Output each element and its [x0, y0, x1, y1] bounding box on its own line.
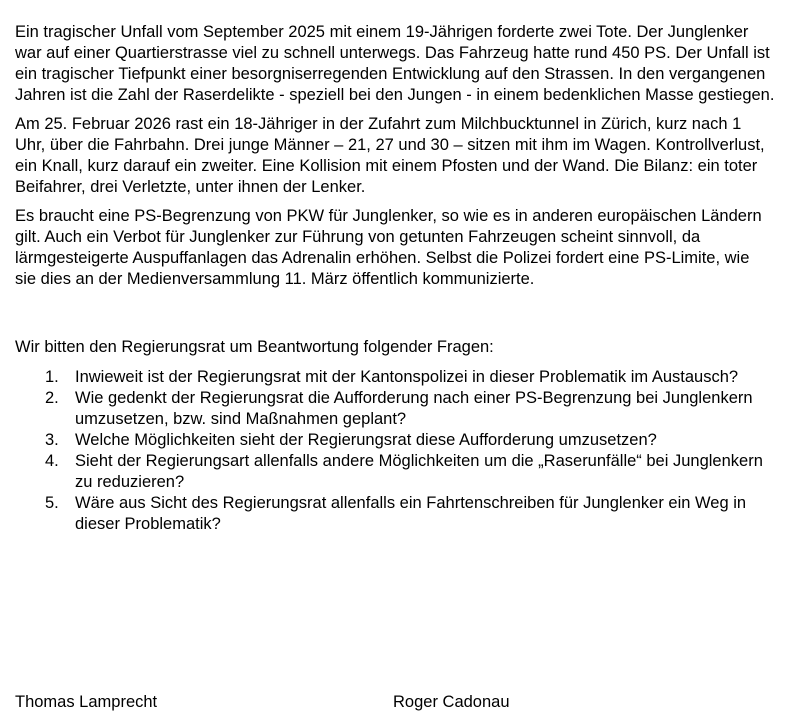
- list-item-text: Sieht der Regierungsart allenfalls andere Möglichkeiten um die „Raserunfälle“ bei Junglenkern zu reduzieren?: [75, 452, 763, 491]
- list-item-number: 1.: [45, 368, 59, 386]
- questions-intro: Wir bitten den Regierungsrat um Beantwortung folgender Fragen:: [15, 338, 494, 356]
- questions-list: [15, 367, 775, 535]
- list-item: [15, 388, 775, 430]
- spacer: [15, 298, 775, 337]
- list-item-text: Inwieweit ist der Regierungsrat mit der Kantonspolizei in dieser Problematik im Austausch?: [75, 368, 739, 386]
- list-item-text: Wäre aus Sicht des Regierungsrat allenfalls ein Fahrtenschreiben für Junglenker ein Weg in dieser Problematik?: [75, 494, 747, 533]
- signature-roger-cadonau: Roger Cadonau: [393, 693, 510, 711]
- paragraph-accident-2026: Am 25. Februar 2026 rast ein 18-Jähriger in der Zufahrt zum Milchbucktunnel in Zürich, kurz nach 1 Uhr, über die Fahrbahn. Drei junge Männer – 21, 27 und 30 – sitzen mit ihm im Wagen. Kontrollverlust, ein Knall, kurz darauf ein zweiter. Eine Kollision mit einem Pfosten und der Wand. Die Bilanz: ein toter Beifahrer, drei Verletzte, unter ihnen der Lenker.: [15, 115, 765, 196]
- list-item-text: Wie gedenkt der Regierungsrat die Aufforderung nach einer PS-Begrenzung bei Junglenkern umzusetzen, bzw. sind Maßnahmen geplant?: [75, 389, 753, 428]
- list-item-text: Welche Möglichkeiten sieht der Regierungsrat diese Aufforderung umzusetzen?: [75, 431, 657, 449]
- list-item: [15, 451, 775, 493]
- list-item-number: 3.: [45, 431, 59, 449]
- signature-block: [15, 692, 775, 714]
- document-body: [15, 22, 775, 535]
- list-item-number: 4.: [45, 452, 59, 470]
- list-item-number: 5.: [45, 494, 59, 512]
- list-item: [15, 367, 775, 388]
- list-item-number: 2.: [45, 389, 59, 407]
- paragraph-accident-2025: Ein tragischer Unfall vom September 2025 mit einem 19-Jährigen forderte zwei Tote. Der Junglenker war auf einer Quartierstrasse viel zu schnell unterwegs. Das Fahrzeug hatte rund 450 PS. Der Unfall ist ein tragischer Tiefpunkt einer besorgniserregenden Entwicklung auf den Strassen. In den vergangenen Jahren ist die Zahl der Raserdelikte - speziell bei den Jungen - in einem bedenklichen Masse gestiegen.: [15, 23, 775, 104]
- paragraph-ps-limit: Es braucht eine PS-Begrenzung von PKW für Junglenker, so wie es in anderen europäischen Ländern gilt. Auch ein Verbot für Junglenker zur Führung von getunten Fahrzeugen scheint sinnvoll, da lärmgesteigerte Auspuffanlagen das Adrenalin erhöhen. Selbst die Polizei fordert eine PS-Limite, wie sie dies an der Medienversammlung 11. März öffentlich kommunizierte.: [15, 207, 762, 288]
- signature-thomas-lamprecht: Thomas Lamprecht: [15, 693, 158, 711]
- list-item: [15, 430, 775, 451]
- list-item: [15, 493, 775, 535]
